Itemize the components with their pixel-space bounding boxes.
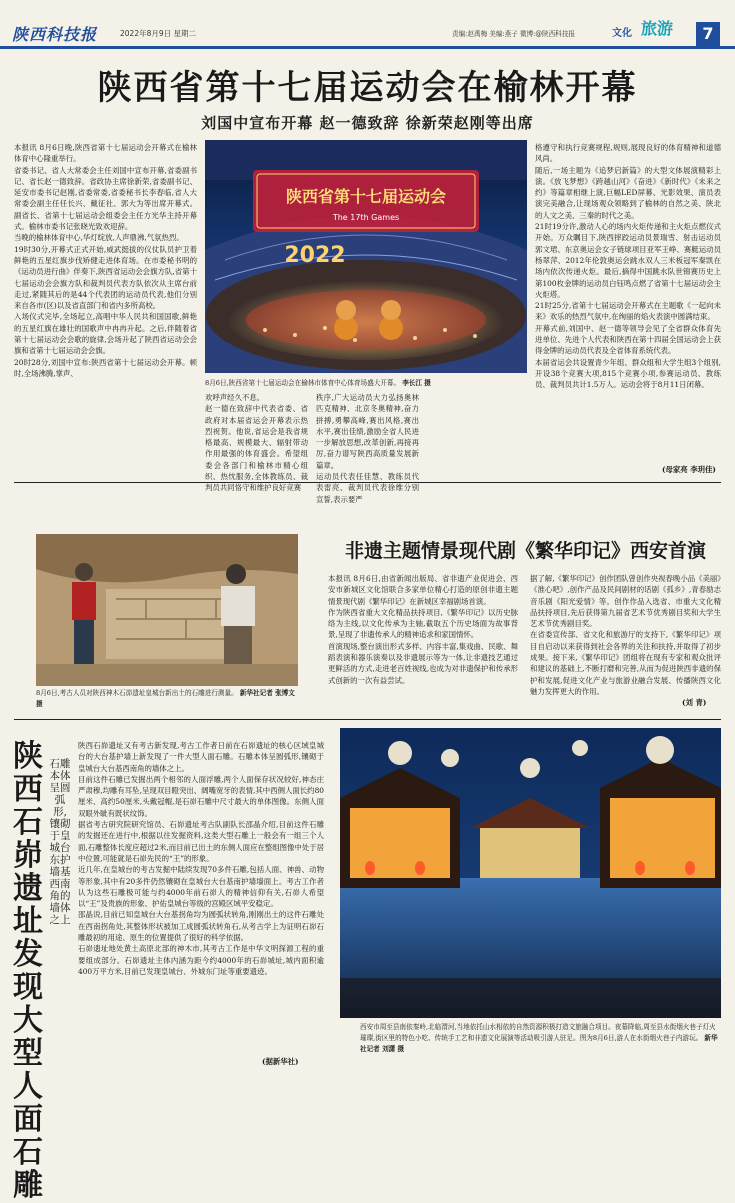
games-article-col3: 秩序,广大运动员大力弘扬奥林匹克精神、北京冬奥精神,奋力拼搏,勇攀高峰,赛出风格,赛出水平,赛出佳绩,激励全省人民进一步解放思想,改革创新,再接再厉,奋力谱写陕西高质量发展新篇章。 运动员代表任佳慧、教练员代表雷亮、裁判员代表徐维分别宣誓,表示要严 [316,393,419,504]
banner-english-text: The 17th Games [332,213,400,222]
games-byline: (母家亮 李玥佳) [662,465,716,474]
night-caption: 西安市周至县南依秦岭,北临渭河,当地依托山水相依的自然资源积极打造文旅融合项目。夜幕降临,周至县水街烟火巷子灯火璀璨,街区里的特色小吃、传统手工艺和非遗文化展演等活动吸引游人驻足。图为8月6日,游人在水街烟火巷子内游玩。 [360,1023,716,1042]
stone-byline: (据新华社) [262,1057,299,1066]
stone-vertical-subheadline: 石雕本体呈圆弧形,镶砌于皇城台东护墙基西南角的墙体之上 [49,758,71,926]
stone-caption-block [36,688,298,710]
stone-article-body: 陕西石峁遗址又有考古新发现,考古工作者日前在石峁遗址的核心区域皇城台的大台基护墙上新发现了一件大型人面石雕。石雕本体呈圆弧形,镶砌于皇城台大台基西南角的墙体之上。 目前这件石雕已发掘出两个相邻的人面浮雕,两个人面保存状况较好,神态庄严肃穆,均雕有耳坠,呈现双目瞪突出、阔嘴宽牙的表情,其中西侧人面长约80厘米、高约50厘米,头戴冠帽,是石峁石雕中尺寸最大的单体图像。东侧人面双眼外眦有既状纹饰。 据省考古研究院研究馆员、石峁遗址考古队副队长邵晶介绍,目前这件石雕的发掘还在进行中,根据以往发掘资料,这类大型石雕上一般会有一组三个人面,石雕整体长度应超过2米,而目前已出土的东侧人面应在整组图像中处于居中位置,可能就是石峁先民的“王”的形象。 近几年,在皇城台的考古发掘中陆续发现70多件石雕,包括人面、神兽、动物等形象,其中有20多件仍然镶砌在皇城台大台基南护墙墙面上。考古工作者认为这些石雕极可能与约4000年前石峁人的精神信仰有关,石峁人希望以“王”及贵族的形象、护佑皇城台等级的宫殿区域平安稳定。 邵晶说,目前已知皇城台大台基拐角均为圆弧状转角,刚刚出土的这件石雕处在西南拐角处,其整体形状被加工成圆弧状转角石,从考古学上为证明石峁石雕最初的用途、原生的位置提供了很好的科学依据。 石峁遗址地处黄土高原北部的神木市,其考古工作是中华文明探源工程的重要组成部分。石峁遗址主体内涵为距今约4000年的石峁城址,城内面积逾400万平方米,目前已发现皇城台、外城东门址等重要遗迹。 [78,741,324,976]
excavation-illustration [36,534,298,686]
banner-year-text: 2022 [284,243,346,268]
newspaper-logo: 陕西科技报 [12,25,98,44]
games-article-col2: 欢呼声经久不息。 赵一德在致辞中代表省委、省政府对本届省运会开幕表示热烈祝贺。他说,省运会是我省规格最高、规模最大、辐射带动作用最强的体育盛会。希望组委会各部门和榆林市精心组织、热忱服务,全体教练员、裁判员共同恪守和维护良好竞赛 [205,393,308,493]
heritage-byline: (刘 青) [682,698,707,707]
ceremony-caption: 8月6日,陕西省第十七届运动会在榆林市体育中心体育场盛大开幕。 [205,379,401,387]
editor-credits: 责编:赵禹梅 美编:燕子 微博:@陕西科技报 [452,30,575,38]
night-caption-block [360,1022,721,1066]
stone-photo [36,534,298,686]
section-divider-1 [14,482,721,483]
main-headline: 陕西省第十七届运动会在榆林开幕 [97,68,638,108]
section-label-travel: 旅游 [641,19,674,38]
masthead-rule [0,46,735,49]
heritage-headline: 非遗主题情景现代剧《繁华印记》西安首演 [344,540,706,562]
main-subheadline: 刘国中宣布开幕 赵一德致辞 徐新荣赵刚等出席 [201,114,534,132]
section-divider-3 [328,719,721,720]
masthead [0,0,735,46]
ceremony-credit: 李长江 摄 [402,379,431,387]
page-number: 7 [696,22,720,46]
stadium-illustration [205,140,527,373]
issue-date: 2022年8月9日 星期二 [120,29,197,38]
night-street-illustration [340,728,721,1018]
section-divider-2 [14,719,328,720]
banner-main-text: 陕西省第十七届运动会 [285,187,447,206]
games-article-col4: 格遵守和执行竞赛规程,规则,展现良好的体育精神和道德风尚。 随后,一场主题为《追梦启新篇》的大型文体展演精彩上演。《放飞梦想》《跨越山河》《奋进》《新时代》《未来之约》等篇章相继上演,巨幅LED屏幕、光影效果、演员表演完美融合,让现场观众领略到了榆林的自然之美、陕北的人文之美、三秦的时代之美。 21时19分许,激动人心的场内火炬传递和主火炬点燃仪式开始。万众瞩目下,陕西摔跤运动员景瑞雪、射击运动员郭文珺、东京奥运会女子链球项目亚军王峥、赛艇运动员杨翠萍、2012年伦敦奥运会跳水双人三米板冠军秦凯在场内依次传递火炬。最后,摘得中国跳水队世锦赛历史上第100枚金牌的运动员白钰鸣点燃了省第十七届运动会主火炬塔。 21时25分,省第十七届运动会开幕式在主题歌《一起向未来》欢乐的热烈气氛中,在绚丽的焰火表演中圆满结束。 开幕式前,刘国中、赵一德等领导会见了全省群众体育先进单位、先进个人代表和陕西在第十四届全国运动会上获得金牌的运动员代表及全省体育系统代表。 本届省运会共设置青少年组、群众组和大学生组3个组别,开设38个竞赛大项,815个竞赛小项,参赛运动员、教练员、裁判员共计1.5万人。运动会将于8月11日闭幕。 [535,143,721,390]
heritage-col2: 据了解,《繁华印记》创作团队曾创作央视春晚小品《美丽》《淮心吧》,创作产品及民间剧材的话剧《孤乡》,青春励志音乐剧《阳光爱情》等。创作作品入选省、市重大文化精品扶持项目,先后获得第九届省艺术节优秀剧目奖和大学生艺术节优秀剧目奖。 在省委宣传部、省文化和旅游厅的支持下,《繁华印记》项目自启动以来获得到社会各界的关注和扶持,并取得了初步成果。接下来,《繁华印记》团组将在现有专家和观众批评和建议的基础上,不断打磨和完善,从而为促进陕西非遗的保护和发展,促进文化产业与旅游业融合发展、传播陕西文化魅力发挥更大的作用。 [530,574,721,696]
mascot-figure-2 [379,300,403,340]
ceremony-photo [205,140,527,373]
ceremony-caption-block [205,378,527,390]
stone-caption: 8月6日,考古人员对陕西神木石峁遗址皇城台新出土的石雕进行测量。 [36,689,238,697]
games-article-col1: 本报讯 8月6日晚,陕西省第十七届运动会开幕式在榆林体育中心隆重举行。 省委书记、省人大常委会主任刘国中宣布开幕,省委副书记、省长赵一德致辞。省政协主席徐新荣,省委副书记、延安市委书记赵刚,省委常委,省委秘书长李春临,省人大常委会副主任任长兴、戴征社、郭大为等出席开幕式。副省长、省第十七届运动会组委会主任方光华主持开幕式。榆林市委书记张晓光致欢迎辞。 当晚的榆林体育中心,华灯绽放,人声鼎沸,气氛热烈。 19时30分,开幕式正式开始,威武挺拔的仪仗队员护卫着鲜艳的五星红旗步伐矫健走进体育场。在市委秘书明的《运动员进行曲》伴奏下,陕西省运动会会旗方队,省第十七届运动会会旗方队和裁判员代表方队依次从主席台前走过,紧随其后的是44个代表团的运动员代表,他们分别来自各市(区)以及省直部门和省内多所高校。 入场仪式完毕,全场起立,高唱中华人民共和国国歌,鲜艳的五星红旗在雄壮的国歌声中冉冉升起。之后,伴随着省第十七届运动会会歌的旋律,会场升起了陕西省运动会会旗和省第十七届运动会会旗。 20时28分,刘国中宣布:陕西省第十七届运动会开幕。顿时,全场沸腾,掌声、 [14,143,197,378]
night-credit: 新华社记者 刘潇 摄 [360,1034,718,1053]
heritage-col1: 本报讯 8月6日,由省新闻出版局、省非遗产业促进会、西安市新城区文化馆联合多家单位精心打造的原创非遗主题情景现代剧《繁华印记》在新城区幸福剧场首演。 作为陕西省重大文化精品扶持项目,《繁华印记》以历史脉络为主线,以文化传承为主轴,截取五个历史场面为故事背景,呈现了非遗传承人的精神追求和家国情怀。 首演现场,整台演出形式多样、内容丰富,集戏曲、民歌、舞蹈表演和器乐演奏以及非遗展示等为一体,让非遗技艺通过更鲜活的方式,走进老百姓视线,也成为对非遗保护和传承形式创新的一次有益尝试。 [328,574,518,685]
section-label-culture: 文化 [612,28,632,39]
mascot-figure [334,300,358,340]
stone-credit: 新华社记者 张博文 摄 [36,689,295,708]
night-street-photo [340,728,721,1018]
stone-vertical-headline: 陕西石峁遗址发现大型人面石雕 [13,739,43,1203]
